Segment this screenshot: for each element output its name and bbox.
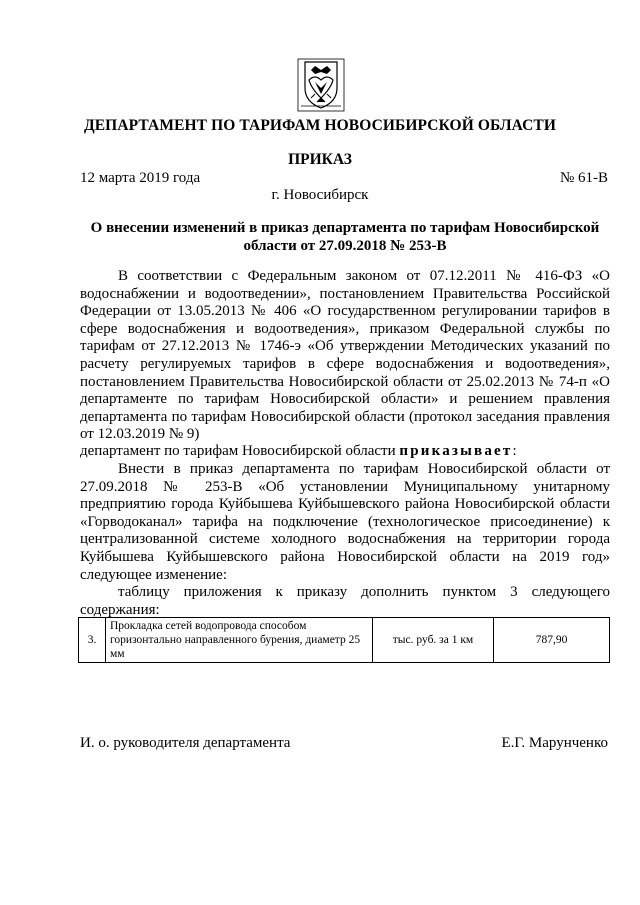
paragraph-amendment: Внести в приказ департамента по тарифам Новосибирской области от 27.09.2018 № 253-В «Об установлении Муниципальному унитарному предприятию города Куйбышева Куйбышевского района Новосибирской области «Горводоканал» тарифа на подключение (технологическое присоединение) к централизованной системе холодного водоснабжения на территории города Куйбышева Куйбышевского района Новосибирской области на 2019 год» следующее изменение:	[80, 461, 610, 583]
order-subject: О внесении изменений в приказ департамента по тарифам Новосибирской области от 27.09.2018 № 253-В	[90, 220, 600, 254]
orders-prefix: департамент по тарифам Новосибирской области	[80, 443, 400, 459]
row-unit: тыс. руб. за 1 км	[373, 618, 494, 663]
department-title: ДЕПАРТАМЕНТ ПО ТАРИФАМ НОВОСИБИРСКОЙ ОБЛАСТИ	[83, 117, 557, 134]
row-number: 3.	[79, 618, 106, 663]
table-row	[79, 618, 610, 663]
orders-keyword: приказывает	[399, 443, 513, 459]
orders-suffix: :	[512, 443, 517, 459]
signatory-position: И. о. руководителя департамента	[80, 735, 291, 751]
order-number: № 61-В	[559, 170, 608, 186]
coat-of-arms-icon	[297, 58, 345, 112]
paragraph-table-intro: таблицу приложения к приказу дополнить пунктом 3 следующего содержания:	[80, 584, 610, 618]
order-city: г. Новосибирск	[271, 187, 369, 203]
tariff-table	[78, 617, 610, 663]
paragraph-legal-basis: В соответствии с Федеральным законом от 07.12.2011 № 416-ФЗ «О водоснабжении и водоотведении», постановлением Правительства Российской Федерации от 13.05.2013 № 406 «О государственном регулировании тарифов в сфере водоснабжения и водоотведения», приказом Федеральной службы по тарифам от 27.12.2013 № 1746-э «Об утверждении Методических указаний по расчету регулируемых тарифов в сфере водоснабжения и водоотведения», постановлением Правительства Новосибирской области от 25.02.2013 № 74-п «О департаменте по тарифам Новосибирской области» и решением правления департамента по тарифам Новосибирской области (протокол заседания правления от 12.03.2019 № 9)	[80, 268, 610, 443]
order-date: 12 марта 2019 года	[80, 170, 201, 186]
signatory-name: Е.Г. Марунченко	[501, 735, 608, 751]
document-type: ПРИКАЗ	[288, 151, 352, 168]
row-description: Прокладка сетей водопровода способом горизонтально направленного бурения, диаметр 25 мм	[106, 618, 373, 663]
paragraph-orders	[80, 443, 610, 461]
row-value: 787,90	[494, 618, 610, 663]
